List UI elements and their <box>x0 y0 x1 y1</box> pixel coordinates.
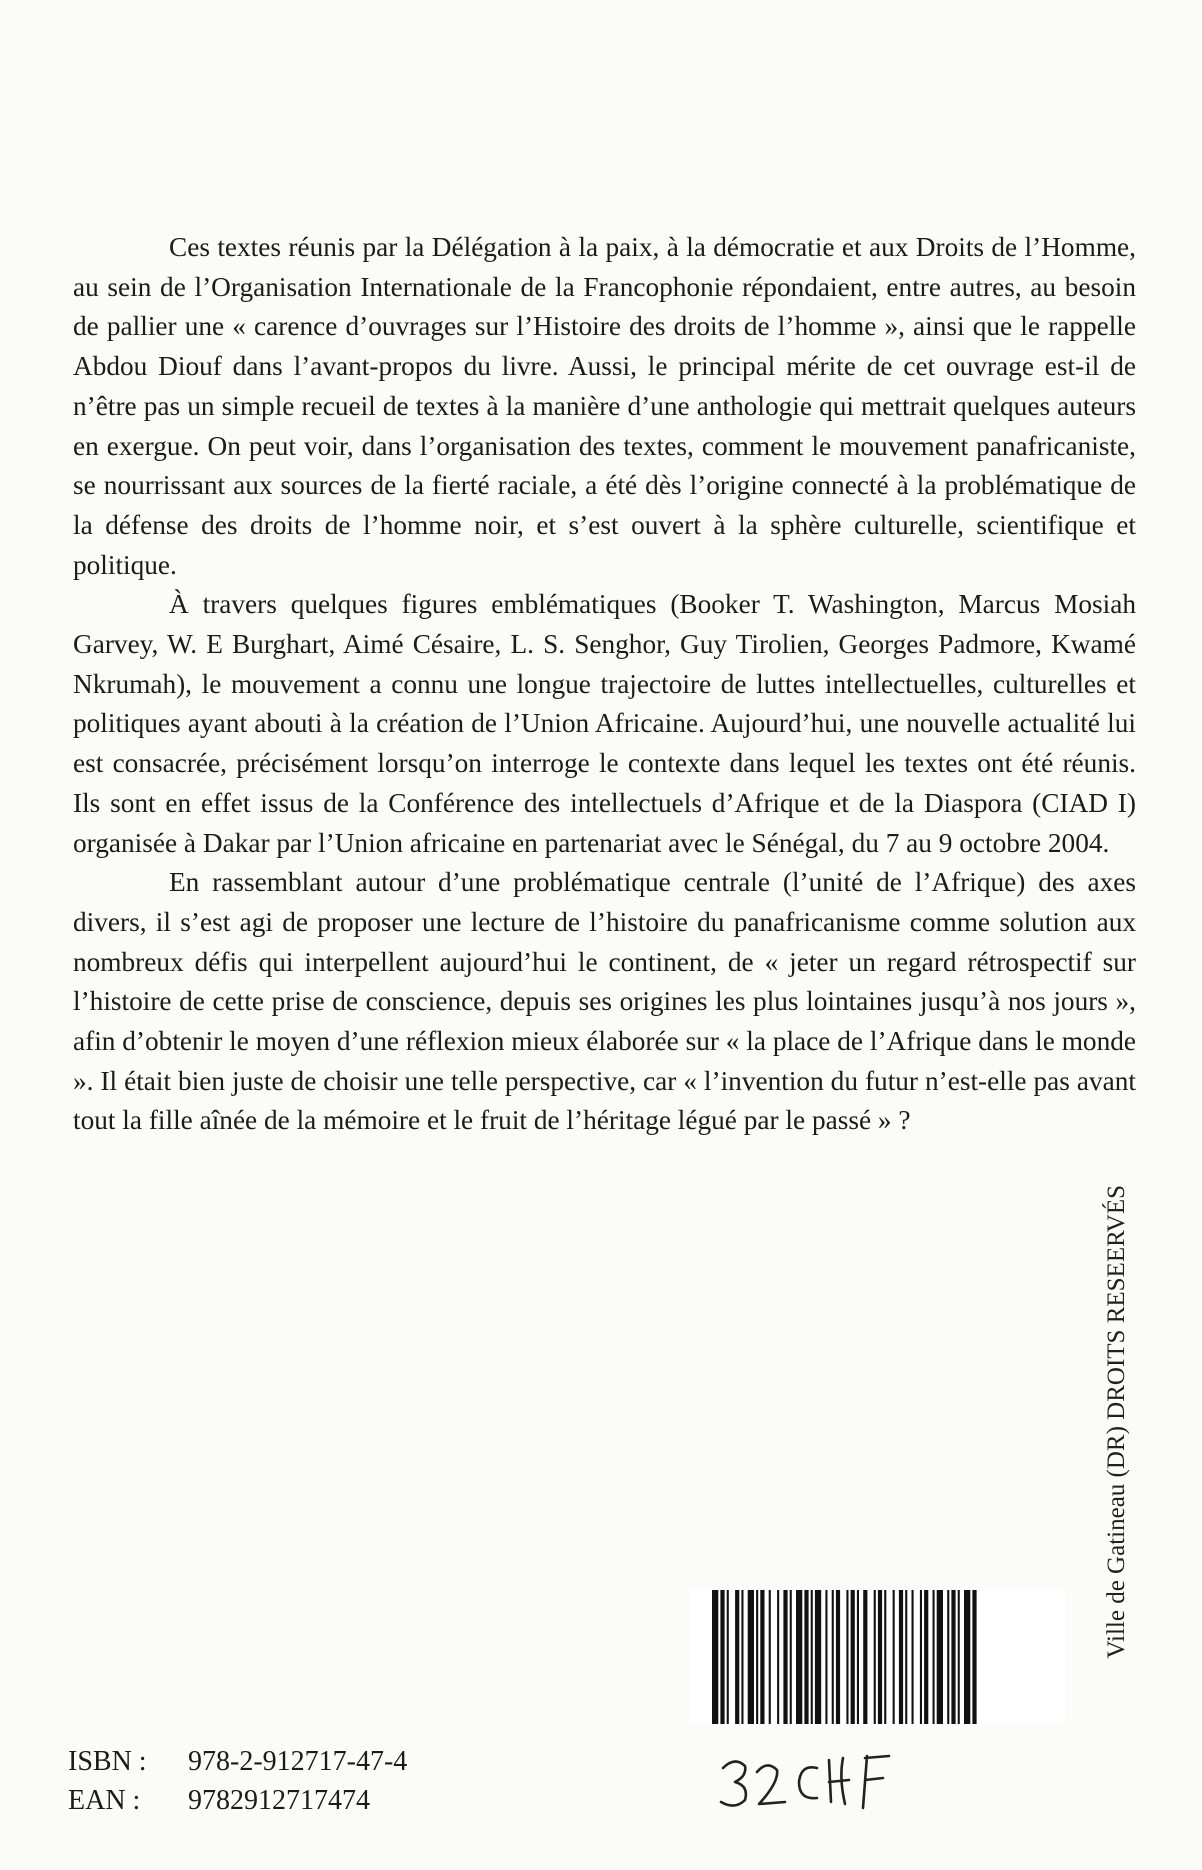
barcode-bar <box>720 1590 724 1724</box>
blurb-paragraph-1: Ces textes réunis par la Délégation à la paix, à la démocratie et aux Droits de l’Homme, au sein de l’Organisation Internationale de la Francophonie répondaient, entre autres, au besoin de pallier une « carence d’ouvrages sur l’Histoire des droits de l’homme », ainsi que le rappelle Abdou Diouf dans l’avant-propos du livre. Aussi, le principal mérite de cet ouvrage est-il de n’être pas un simple recueil de textes à la manière d’une anthologie qui mettrait quelques auteurs en exergue. On peut voir, dans l’organisation des textes, comment le mouvement panafricaniste, se nourrissant aux sources de la fierté raciale, a été dès l’origine connecté à la problématique de la défense des droits de l’homme noir, et s’est ouvert à la sphère culturelle, scientifique et politique. <box>73 232 1136 580</box>
handwritten-price <box>715 1738 915 1818</box>
identifiers-block <box>68 1742 407 1820</box>
barcode-bar <box>912 1590 914 1724</box>
blurb-paragraph-3: En rassemblant autour d’une problématique centrale (l’unité de l’Afrique) des axes divers, il s’est agi de proposer une lecture de l’histoire du panafricanisme comme solution aux nombreux défis qui interpellent aujourd’hui le continent, de « jeter un regard rétrospectif sur l’histoire de cette prise de conscience, depuis ses origines les plus lointaines jusqu’à nos jours », afin d’obtenir le moyen d’une réflexion mieux élaborée sur « la place de l’Afrique dans le monde ». Il était bien juste de choisir une telle perspective, car « l’invention du futur n’est-elle pas avant tout la fille aînée de la mémoire et le fruit de l’héritage légué par le passé » ? <box>73 867 1136 1136</box>
library-rights-stamp: Ville de Gatineau (DR) DROITS RESEERVÉS <box>1103 1185 1130 1659</box>
handwritten-price-drawing <box>715 1738 915 1818</box>
barcode-bar <box>748 1590 754 1724</box>
barcode-image <box>690 1590 1065 1724</box>
barcode-bar <box>878 1590 882 1724</box>
ean-label: EAN : <box>68 1785 141 1816</box>
barcode-bar <box>924 1590 928 1724</box>
barcode-bar <box>899 1590 903 1724</box>
barcode <box>690 1590 1065 1724</box>
barcode-bar <box>727 1590 729 1724</box>
barcode-bar <box>857 1590 859 1724</box>
barcode-bar <box>796 1590 802 1724</box>
barcode-bar <box>804 1590 808 1724</box>
barcode-bar <box>947 1590 949 1724</box>
barcode-bar <box>769 1590 771 1724</box>
ean-value: 9782912717474 <box>188 1785 370 1816</box>
barcode-bar <box>920 1590 922 1724</box>
barcode-bar <box>863 1590 867 1724</box>
barcode-bar <box>933 1590 935 1724</box>
barcode-bar <box>937 1590 943 1724</box>
barcode-bar <box>741 1590 743 1724</box>
barcode-bar <box>760 1590 764 1724</box>
barcode-bar <box>874 1590 876 1724</box>
barcode-bar <box>815 1590 821 1724</box>
barcode-bar <box>884 1590 886 1724</box>
barcode-bar <box>846 1590 848 1724</box>
barcode-bar <box>836 1590 840 1724</box>
blurb-text <box>73 228 1136 1141</box>
barcode-bar <box>832 1590 834 1724</box>
barcode-bar <box>951 1590 955 1724</box>
barcode-bar <box>893 1590 895 1724</box>
barcode-bar <box>777 1590 779 1724</box>
isbn-label: ISBN : <box>68 1746 147 1777</box>
barcode-bar <box>964 1590 970 1724</box>
barcode-bar <box>958 1590 960 1724</box>
barcode-bar <box>825 1590 827 1724</box>
blurb-paragraph-2: À travers quelques figures emblématiques (Booker T. Washington, Marcus Mosiah Garvey, W. E Burghart, Aimé Césaire, L. S. Senghor, Guy Tirolien, Georges Padmore, Kwamé Nkrumah), le mouvement a connu une longue trajectoire de luttes intellectuelles, culturelles et politiques ayant abouti à la création de l’Union Africaine. Aujourd’hui, une nouvelle actualité lui est consacrée, précisément lorsqu’on interroge le contexte dans lequel les textes ont été réunis. Ils sont en effet issus de la Conférence des intellectuels d’Afrique et de la Diaspora (CIAD I) organisée à Dakar par l’Union africaine en partenariat avec le Sénégal, du 7 au 9 octobre 2004. <box>73 589 1136 858</box>
barcode-bar <box>712 1590 718 1724</box>
barcode-bar <box>811 1590 813 1724</box>
ean-row <box>68 1781 407 1820</box>
barcode-bar <box>905 1590 907 1724</box>
barcode-bar <box>756 1590 758 1724</box>
isbn-value: 978-2-912717-47-4 <box>188 1746 408 1777</box>
barcode-bar <box>735 1590 739 1724</box>
isbn-row <box>68 1742 407 1781</box>
barcode-bar <box>783 1590 787 1724</box>
barcode-bar <box>790 1590 792 1724</box>
barcode-bar <box>972 1590 976 1724</box>
barcode-bar <box>851 1590 855 1724</box>
